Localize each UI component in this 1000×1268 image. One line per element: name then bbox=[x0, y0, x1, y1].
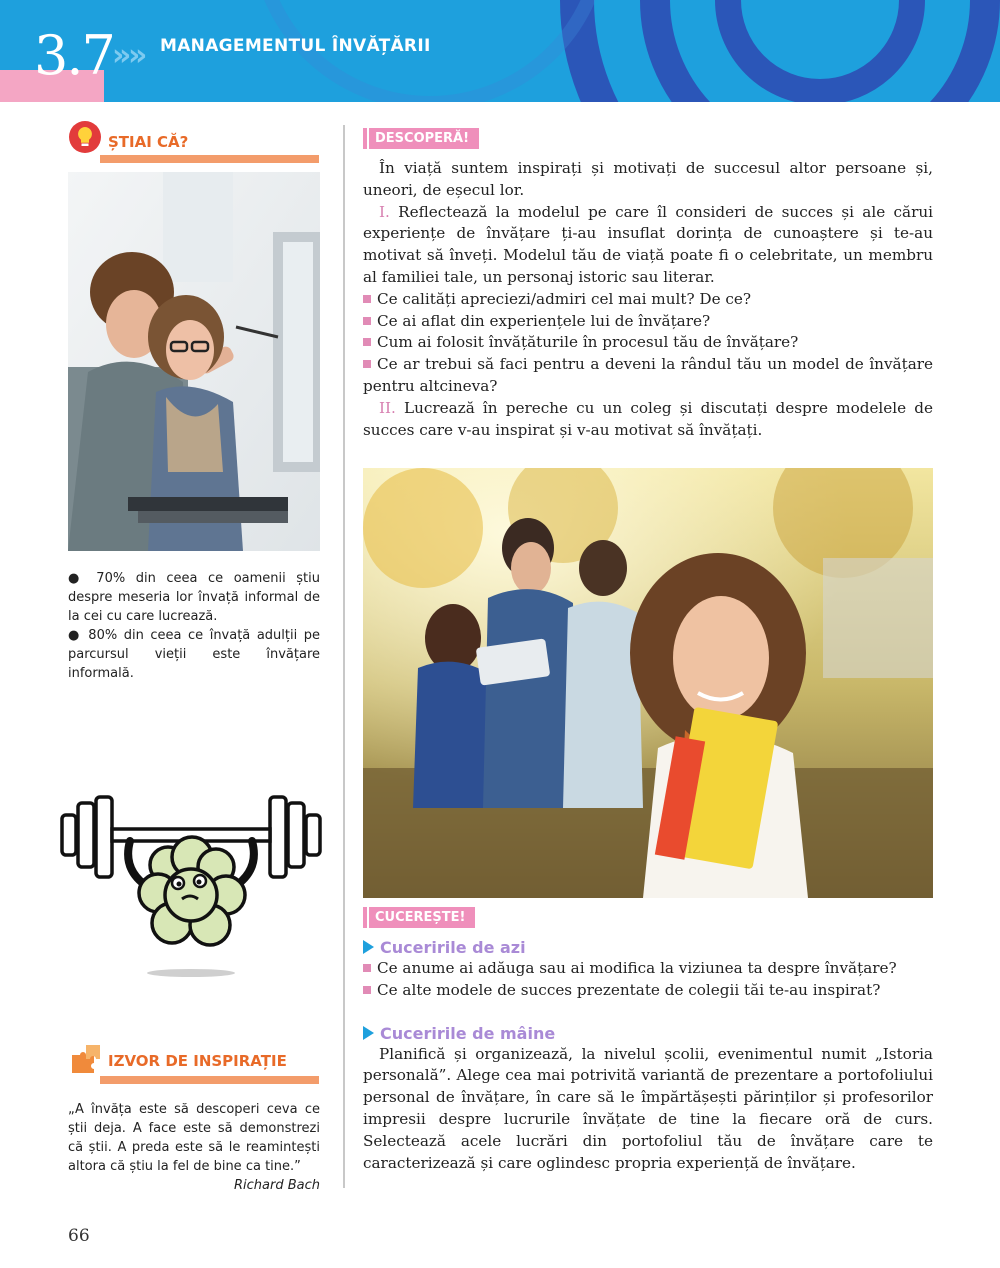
page-number: 66 bbox=[68, 1226, 90, 1246]
part2-label: II. bbox=[379, 398, 396, 417]
triangle-bullet-icon bbox=[363, 940, 374, 954]
tomorrow-heading: Cuceririle de mâine bbox=[363, 1024, 933, 1043]
inspiration-quote bbox=[68, 1100, 320, 1195]
square-bullet-icon bbox=[363, 986, 371, 994]
triangle-bullet-icon bbox=[363, 1026, 374, 1040]
fact-item: ● 70% din ceea ce oamenii știu despre meseria lor învață informal de la cei cu care lucrează. bbox=[68, 571, 320, 624]
today-item: Ce anume ai adăuga sau ai modifica la viziunea ta despre învățare? bbox=[363, 958, 933, 980]
square-bullet-icon bbox=[363, 964, 371, 972]
today-list bbox=[363, 958, 933, 1002]
question-item: Ce ai aflat din experiențele lui de învățare? bbox=[363, 311, 933, 333]
students-at-computer-photo bbox=[68, 172, 320, 551]
today-heading: Cuceririle de azi bbox=[363, 938, 933, 957]
square-bullet-icon bbox=[363, 295, 371, 303]
column-divider bbox=[343, 125, 345, 1188]
today-item: Ce alte modele de succes prezentate de colegii tăi te-au inspirat? bbox=[363, 980, 933, 1002]
title-underline bbox=[100, 1076, 319, 1084]
descopera-tag: DESCOPERĂ! bbox=[369, 128, 479, 149]
chevron-icon: » bbox=[128, 38, 148, 73]
square-bullet-icon bbox=[363, 360, 371, 368]
page-header bbox=[0, 0, 1000, 102]
students-outdoors-photo bbox=[363, 468, 933, 898]
descopera-section bbox=[363, 127, 933, 441]
descopera-part1: I. Reflectează la modelul pe care îl consideri de succes și ale cărui experiențe de învățare ți-au insuflat dorința de cunoaștere și te-au motivat să înveți. Modelul tău de viață poate fi o celebritate, un membru al familiei tale, un personaj istoric sau literar. bbox=[363, 202, 934, 286]
descopera-intro: În viață suntem inspirați și motivați de succesul altor persoane și, uneori, de eșecul lor. bbox=[363, 159, 933, 199]
cucereste-tag: CUCEREȘTE! bbox=[369, 907, 475, 928]
chevron-icon: » bbox=[112, 38, 132, 73]
question-item: Cum ai folosit învățăturile în procesul tău de învățare? bbox=[363, 332, 933, 354]
section-number: 3.7 bbox=[34, 24, 114, 87]
square-bullet-icon bbox=[363, 338, 371, 346]
quote-text: „A învăța este să descoperi ceva ce știi deja. A face este să demonstrezi că știi. A preda este să le reamintești altora că știu la fel de bine ca tine.” bbox=[68, 1102, 320, 1174]
puzzle-icon bbox=[70, 1043, 104, 1075]
part1-label: I. bbox=[379, 202, 390, 221]
izvor-title: IZVOR DE INSPIRAȚIE bbox=[108, 1052, 287, 1070]
fact-item: ● 80% din ceea ce învață adulții pe parcursul vieții este învățare informală. bbox=[68, 628, 320, 681]
cucereste-section bbox=[363, 906, 933, 1174]
quote-author: Richard Bach bbox=[234, 1178, 320, 1193]
title-underline bbox=[100, 155, 319, 163]
brain-lifting-barbell-icon bbox=[60, 795, 322, 980]
question-item: Ce calități apreciezi/admiri cel mai mult? De ce? bbox=[363, 289, 933, 311]
descopera-body bbox=[363, 158, 933, 441]
stiai-ca-title: ȘTIAI CĂ? bbox=[108, 133, 189, 151]
chapter-title: MANAGEMENTUL ÎNVĂȚĂRII bbox=[160, 36, 431, 56]
descopera-part2: II. Lucrează în pereche cu un coleg și discutați despre modelele de succes care v-au inspirat și v-au motivat să învățați. bbox=[363, 398, 934, 439]
lightbulb-icon bbox=[68, 120, 102, 154]
question-item: Ce ar trebui să faci pentru a deveni la rândul tău un model de învățare pentru altcineva? bbox=[363, 355, 933, 395]
square-bullet-icon bbox=[363, 317, 371, 325]
tomorrow-text: Planifică și organizează, la nivelul școlii, evenimentul numit „Istoria personală”. Alege cea mai potrivită variantă de prezentare a portofoliului personal de învățare, în care să le împărtășești părinților și profesorilor impresii despre lucrurile învățate de tine la fiecare oră de curs. Selectează acele lucrări din portofoliul tău de învățare care te caracterizează și care oglindesc propria experiență de învățare. bbox=[363, 1044, 933, 1172]
stiai-ca-facts bbox=[68, 569, 320, 683]
